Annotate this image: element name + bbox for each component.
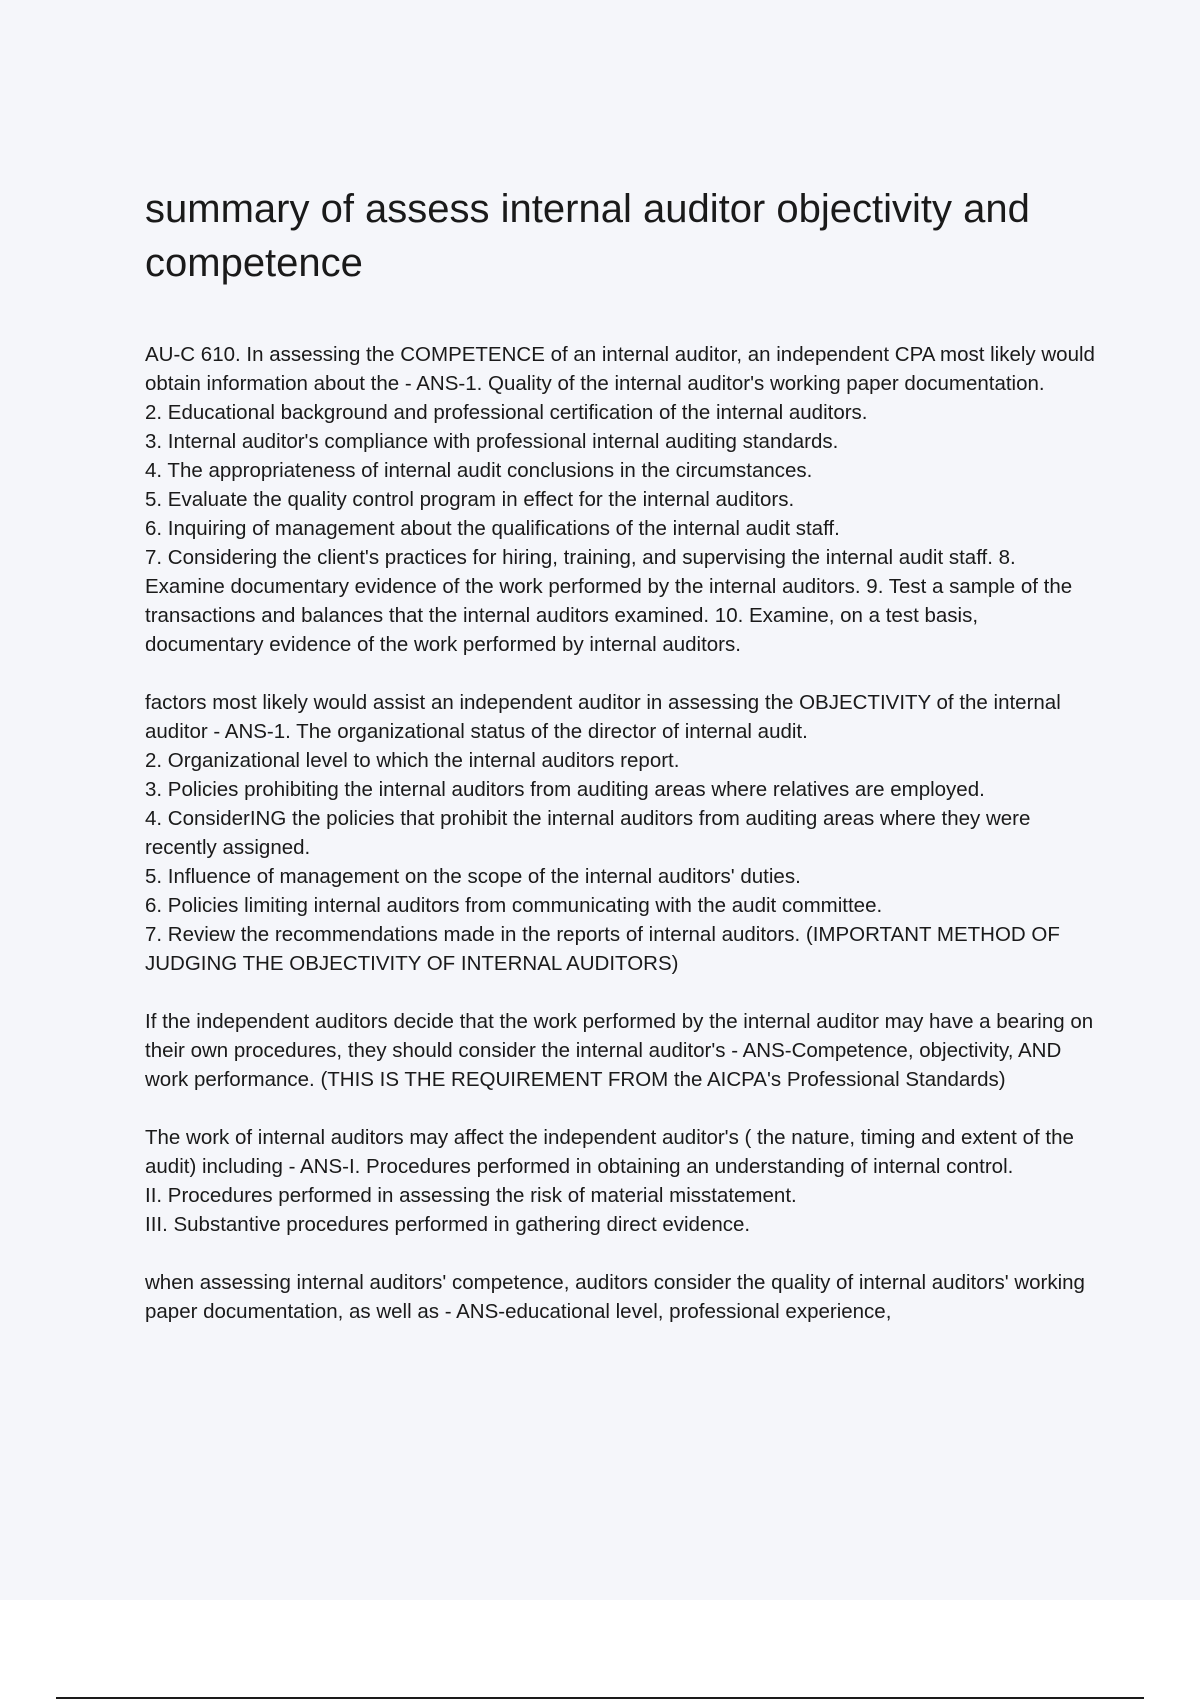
paragraph-line: 3. Internal auditor's compliance with professional internal auditing standards. [145, 430, 839, 453]
paragraph-line: If the independent auditors decide that the work performed by the internal auditor may have a bearing on their own procedures, they should consider the internal auditor's - ANS-Competence, objectivity, AND work performance. (THIS IS THE REQUIREMENT FROM the AICPA's Professional Standards) [145, 1010, 1094, 1091]
paragraph-competence [145, 340, 1095, 659]
paragraph-line: 5. Evaluate the quality control program in effect for the internal auditors. [145, 488, 795, 511]
paragraph-line: 7. Review the recommendations made in the reports of internal auditors. (IMPORTANT METHOD OF JUDGING THE OBJECTIVITY OF INTERNAL AUDITORS) [145, 923, 1060, 975]
paragraph-line: 4. The appropriateness of internal audit conclusions in the circumstances. [145, 459, 813, 482]
paragraph-competence-assessment [145, 1268, 1095, 1326]
paragraph-line: 2. Educational background and professional certification of the internal auditors. [145, 401, 868, 424]
paragraph-line: 2. Organizational level to which the internal auditors report. [145, 749, 680, 772]
document-title: summary of assess internal auditor objectivity and competence [145, 187, 1030, 285]
paragraph-line: 5. Influence of management on the scope of the internal auditors' duties. [145, 865, 801, 888]
paragraph-line: factors most likely would assist an independent auditor in assessing the OBJECTIVITY of the internal auditor - ANS-1. The organizational status of the director of internal audit. [145, 691, 1061, 743]
paragraph-objectivity [145, 688, 1095, 978]
paragraph-line: when assessing internal auditors' competence, auditors consider the quality of internal auditors' working paper documentation, as well as - ANS-educational level, professional experience, [145, 1271, 1085, 1323]
paragraph-line: 6. Policies limiting internal auditors from communicating with the audit committee. [145, 894, 883, 917]
paragraph-work-effect [145, 1123, 1095, 1239]
paragraph-line: 7. Considering the client's practices for hiring, training, and supervising the internal audit staff. 8. Examine documentary evidence of the work performed by the internal auditors. 9. Test a sample of the transactions and balances that the internal auditors examined. 10. Examine, on a test basis, documentary evidence of the work performed by internal auditors. [145, 546, 1073, 656]
paragraph-line: 3. Policies prohibiting the internal auditors from auditing areas where relatives are employed. [145, 778, 985, 801]
paragraph-line: II. Procedures performed in assessing the risk of material misstatement. [145, 1184, 797, 1207]
page-divider [56, 1697, 1144, 1699]
paragraph-line: The work of internal auditors may affect the independent auditor's ( the nature, timing and extent of the audit) including - ANS-I. Procedures performed in obtaining an understanding of internal control. [145, 1126, 1074, 1178]
paragraph-line: AU-C 610. In assessing the COMPETENCE of an internal auditor, an independent CPA most likely would obtain information about the - ANS-1. Quality of the internal auditor's working paper documentation. [145, 343, 1095, 395]
document-content [145, 182, 1095, 1355]
paragraph-requirement [145, 1007, 1095, 1094]
paragraph-line: III. Substantive procedures performed in gathering direct evidence. [145, 1213, 751, 1236]
paragraph-line: 6. Inquiring of management about the qualifications of the internal audit staff. [145, 517, 840, 540]
paragraph-line: 4. ConsiderING the policies that prohibit the internal auditors from auditing areas where they were recently assigned. [145, 807, 1031, 859]
